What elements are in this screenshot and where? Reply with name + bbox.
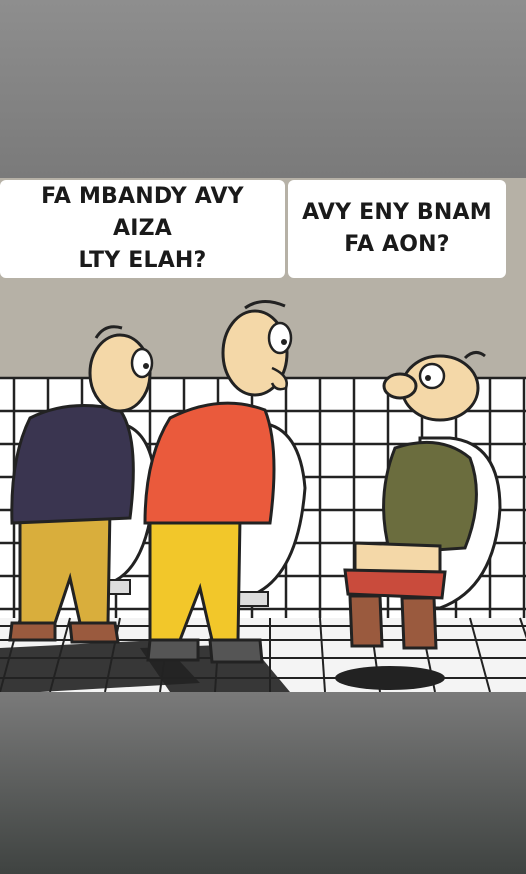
- bubble-left-line-1: FA MBANDY AVY AIZA: [41, 184, 244, 241]
- bubble-left-line-2: LTY ELAH?: [78, 248, 207, 273]
- top-background: [0, 0, 526, 178]
- bubble-right-line-2: FA AON?: [344, 232, 450, 257]
- speech-bubble-left: [0, 180, 285, 278]
- speech-bubble-right: [288, 180, 506, 278]
- bubble-right-line-1: AVY ENY BNAM: [302, 200, 492, 225]
- bottom-background: [0, 692, 526, 874]
